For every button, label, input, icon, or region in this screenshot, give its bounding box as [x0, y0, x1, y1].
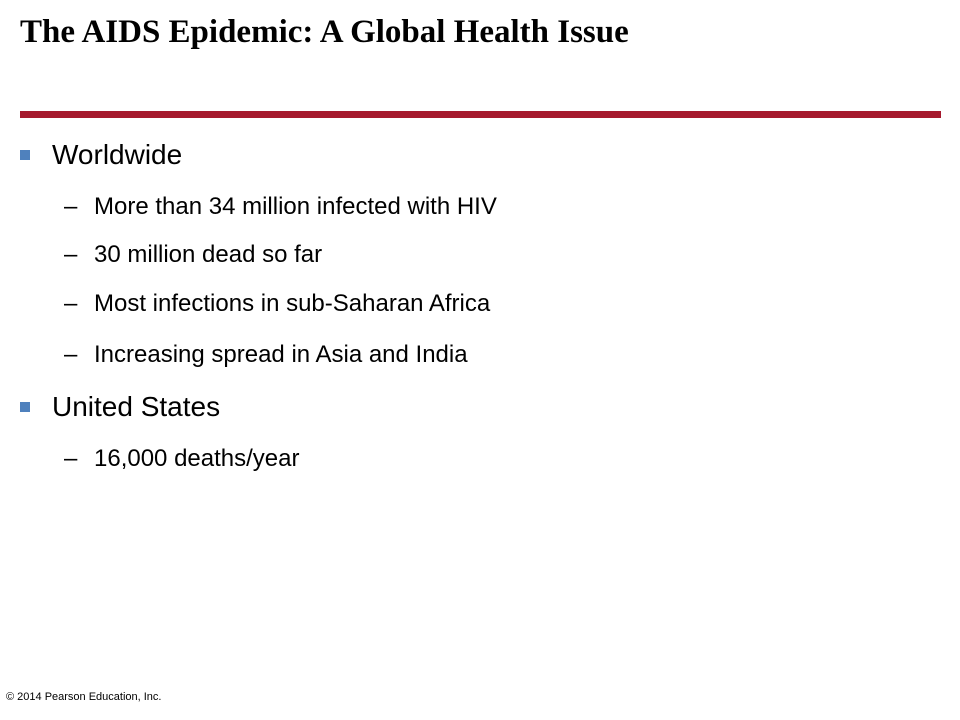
- slide-title: The AIDS Epidemic: A Global Health Issue: [20, 14, 629, 50]
- square-bullet-icon: [20, 150, 30, 160]
- dash-marker: –: [64, 241, 78, 268]
- sub-bullet-text: More than 34 million infected with HIV: [94, 193, 497, 220]
- dash-marker: –: [64, 193, 78, 220]
- square-bullet-icon: [20, 402, 30, 412]
- dash-marker: –: [64, 445, 78, 472]
- bullet-label: United States: [52, 391, 221, 422]
- copyright-notice: © 2014 Pearson Education, Inc.: [6, 691, 162, 703]
- sub-bullet-text: 16,000 deaths/year: [94, 445, 300, 472]
- bullet-label: Worldwide: [52, 139, 183, 170]
- dash-marker: –: [64, 290, 78, 317]
- sub-bullet-text: Most infections in sub-Saharan Africa: [94, 290, 491, 317]
- dash-marker: –: [64, 341, 78, 368]
- sub-bullet-text: 30 million dead so far: [94, 241, 323, 268]
- sub-bullet-text: Increasing spread in Asia and India: [94, 341, 468, 368]
